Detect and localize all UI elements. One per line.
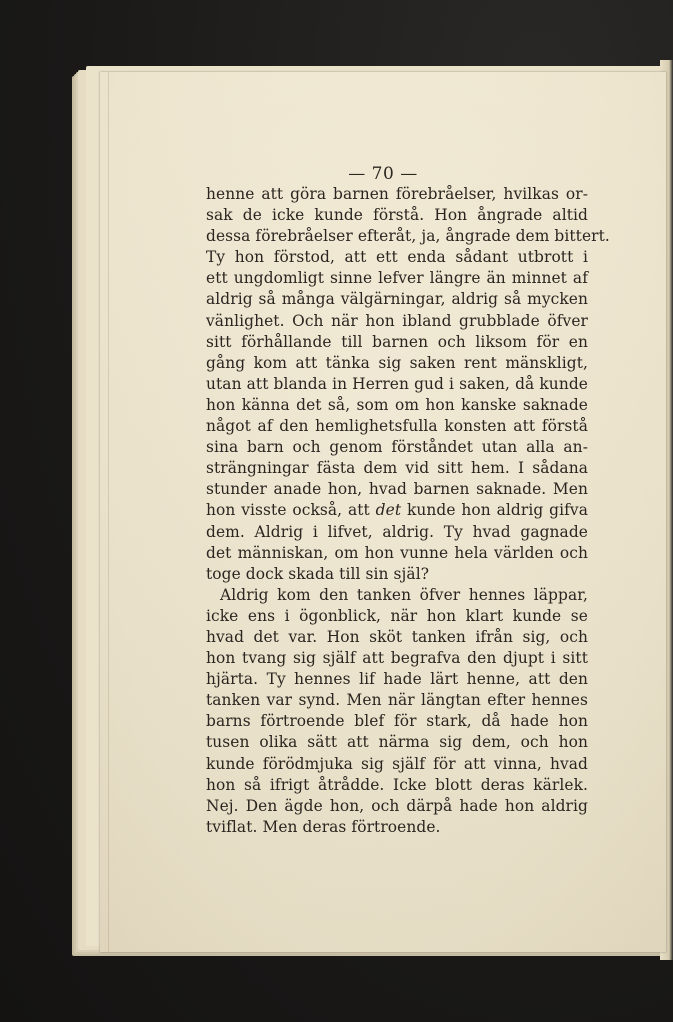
italic-word: det: [375, 501, 402, 520]
text-line: tviflat. Men deras förtroende.: [206, 817, 441, 836]
text-line: strängningar fästa dem vid sitt hem. I sådana: [206, 459, 588, 478]
text-line: toge dock skada till sin själ?: [206, 564, 430, 583]
text-line: [206, 500, 588, 521]
text-line: barns förtroende blef för stark, då hade hon: [206, 712, 588, 731]
text-segment: hon visste också, att: [206, 501, 376, 520]
text-line: icke ens i ögonblick, när hon klart kunde se: [206, 606, 588, 625]
book-page: [100, 72, 666, 952]
text-line: hon så ifrigt åtrådde. Icke blott deras kärlek.: [206, 775, 588, 794]
text-line: Ty hon förstod, att ett enda sådant utbrott i: [206, 248, 588, 267]
text-line: sak de icke kunde förstå. Hon ångrade altid: [206, 206, 588, 225]
text-line: tusen olika sätt att närma sig dem, och hon: [206, 733, 588, 752]
text-line: tanken var synd. Men när längtan efter hennes: [206, 691, 588, 710]
text-line: vänlighet. Och när hon ibland grubblade öfver: [206, 311, 588, 330]
text-line: något af den hemlighetsfulla konsten att förstå: [206, 417, 588, 436]
text-line: aldrig så många välgärningar, aldrig så mycken: [206, 290, 588, 309]
text-line: dessa förebråelser efteråt, ja, ångrade dem bittert.: [206, 227, 610, 246]
text-line: ett ungdomligt sinne lefver längre än minnet af: [206, 269, 588, 288]
page-gutter-line: [108, 72, 109, 952]
text-line: Nej. Den ägde hon, och därpå hade hon aldrig: [206, 796, 588, 815]
text-line: hjärta. Ty hennes lif hade lärt henne, att den: [206, 670, 588, 689]
text-segment: kunde hon aldrig gifva: [401, 501, 588, 520]
text-line: hon tvang sig själf att begrafva den djupt i sitt: [206, 649, 588, 668]
text-line: kunde förödmjuka sig själf för att vinna, hvad: [206, 754, 588, 773]
text-line: hvad det var. Hon sköt tanken ifrån sig, och: [206, 627, 588, 646]
text-line: sitt förhållande till barnen och liksom för en: [206, 332, 588, 351]
text-line: Aldrig kom den tanken öfver hennes läppar,: [220, 585, 588, 604]
text-line: det människan, om hon vunne hela världen och: [206, 543, 588, 562]
body-text: [206, 184, 610, 838]
text-line: dem. Aldrig i lifvet, aldrig. Ty hvad gagnade: [206, 522, 588, 541]
text-line: utan att blanda in Herren gud i saken, då kunde: [206, 374, 588, 393]
text-line: gång kom att tänka sig saken rent mänskligt,: [206, 353, 588, 372]
text-line: stunder anade hon, hvad barnen saknade. Men: [206, 480, 588, 499]
page-number: — 70 —: [348, 164, 418, 184]
text-line: hon känna det så, som om hon kanske saknade: [206, 395, 588, 414]
text-line: sina barn och genom förståndet utan alla an-: [206, 438, 588, 457]
text-line: henne att göra barnen förebråelser, hvilkas or-: [206, 185, 588, 203]
